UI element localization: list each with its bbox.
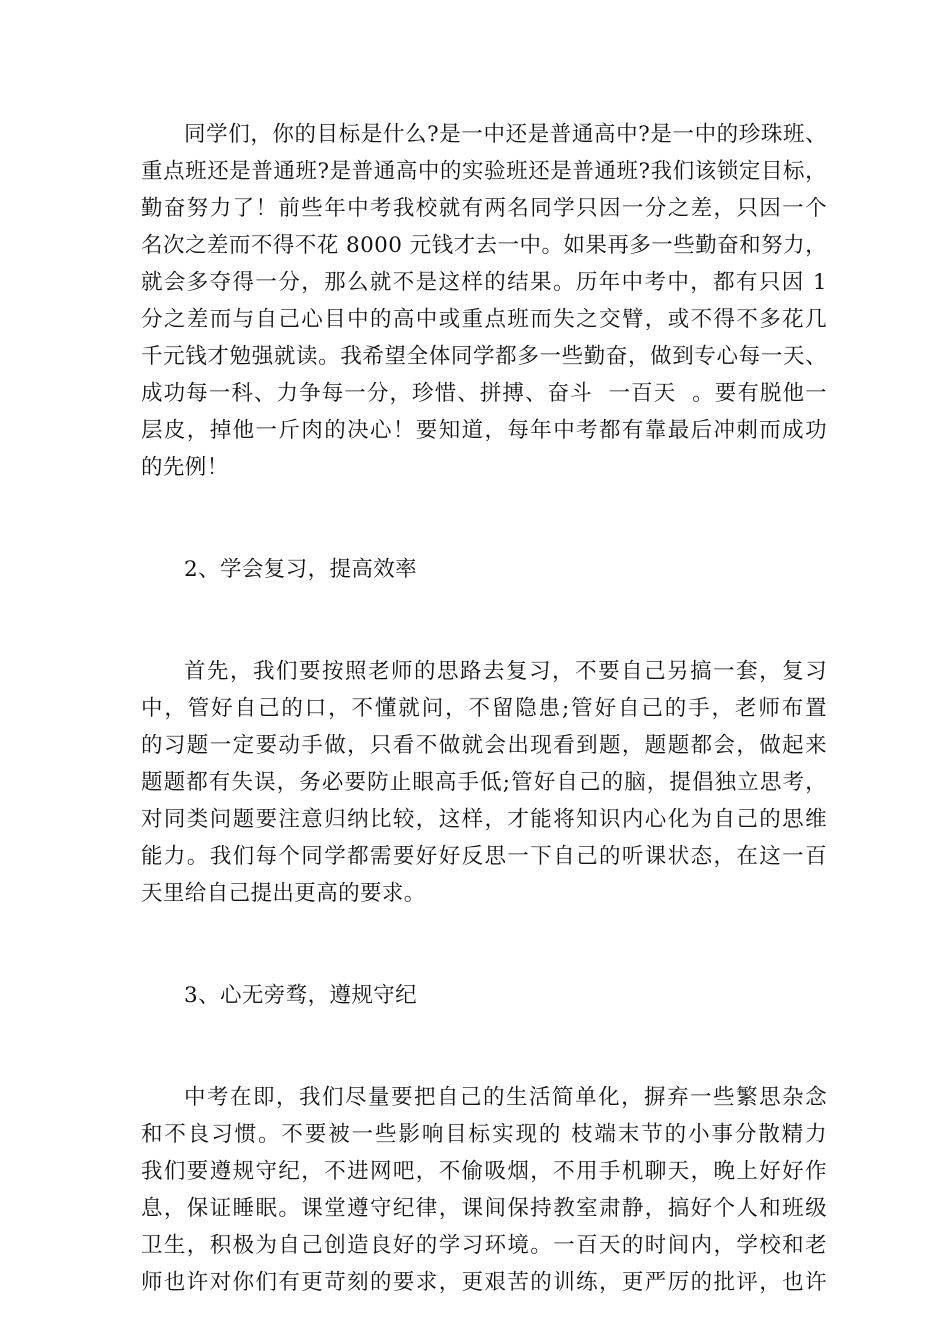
paragraph-discipline bbox=[141, 1079, 827, 1301]
paragraph-line: 师也许对你们有更苛刻的要求，更艰苦的训练，更严厉的批评，也许 bbox=[141, 1270, 827, 1295]
paragraph-line: 的习题一定要动手做，只看不做就会出现看到题，题题都会，做起来 bbox=[141, 733, 827, 758]
paragraph-line: 成功每一科、力争每一分，珍惜、拼搏、奋斗 一百天 。要有脱他一 bbox=[141, 381, 827, 406]
paragraph-line: 能力。我们每个同学都需要好好反思一下自己的听课状态，在这一百 bbox=[141, 844, 827, 869]
document-body bbox=[141, 116, 827, 1301]
paragraph-line: 的先例！ bbox=[141, 455, 229, 480]
paragraph-line: 首先，我们要按照老师的思路去复习，不要自己另搞一套，复习 bbox=[184, 659, 827, 684]
paragraph-line: 层皮，掉他一斤肉的决心！要知道，每年中考都有靠最后冲刺而成功 bbox=[141, 418, 827, 443]
paragraph-line: 我们要遵规守纪，不进网吧，不偷吸烟，不用手机聊天，晚上好好作 bbox=[141, 1159, 827, 1184]
paragraph-line: 息，保证睡眠。课堂遵守纪律，课间保持教室肃静，搞好个人和班级 bbox=[141, 1196, 827, 1221]
paragraph-line: 名次之差而不得不花 8000 元钱才去一中。如果再多一些勤奋和努力， bbox=[141, 233, 827, 258]
paragraph-goal bbox=[141, 116, 827, 486]
paragraph-line: 重点班还是普通班?是普通高中的实验班还是普通班?我们该锁定目标， bbox=[141, 159, 827, 184]
paragraph-line: 和不良习惯。不要被一些影响目标实现的 枝端末节的小事分散精力 bbox=[141, 1122, 827, 1147]
paragraph-line: 中考在即，我们尽量要把自己的生活简单化，摒弃一些繁思杂念 bbox=[184, 1085, 827, 1110]
paragraph-review bbox=[141, 653, 827, 912]
paragraph-line: 天里给自己提出更高的要求。 bbox=[141, 881, 426, 906]
paragraph-line: 勤奋努力了！前些年中考我校就有两名同学只因一分之差，只因一个 bbox=[141, 196, 827, 221]
paragraph-line: 就会多夺得一分，那么就不是这样的结果。历年中考中，都有只因 1 bbox=[141, 270, 827, 295]
section-heading-discipline: 3、心无旁骛，遵规守纪 bbox=[184, 983, 418, 1008]
section-heading-review: 2、学会复习，提高效率 bbox=[184, 557, 418, 582]
paragraph-line: 对同类问题要注意归纳比较，这样，才能将知识内心化为自己的思维 bbox=[141, 807, 827, 832]
paragraph-line: 千元钱才勉强就读。我希望全体同学都多一些勤奋，做到专心每一天、 bbox=[141, 344, 827, 369]
paragraph-line: 分之差而与自己心目中的高中或重点班而失之交臂，或不得不多花几 bbox=[141, 307, 827, 332]
paragraph-line: 同学们，你的目标是什么?是一中还是普通高中?是一中的珍珠班、 bbox=[184, 122, 827, 147]
paragraph-line: 卫生，积极为自己创造良好的学习环境。一百天的时间内，学校和老 bbox=[141, 1233, 827, 1258]
paragraph-line: 题题都有失误，务必要防止眼高手低;管好自己的脑，提倡独立思考， bbox=[141, 770, 827, 795]
paragraph-line: 中，管好自己的口，不懂就问，不留隐患;管好自己的手，老师布置 bbox=[141, 696, 827, 721]
